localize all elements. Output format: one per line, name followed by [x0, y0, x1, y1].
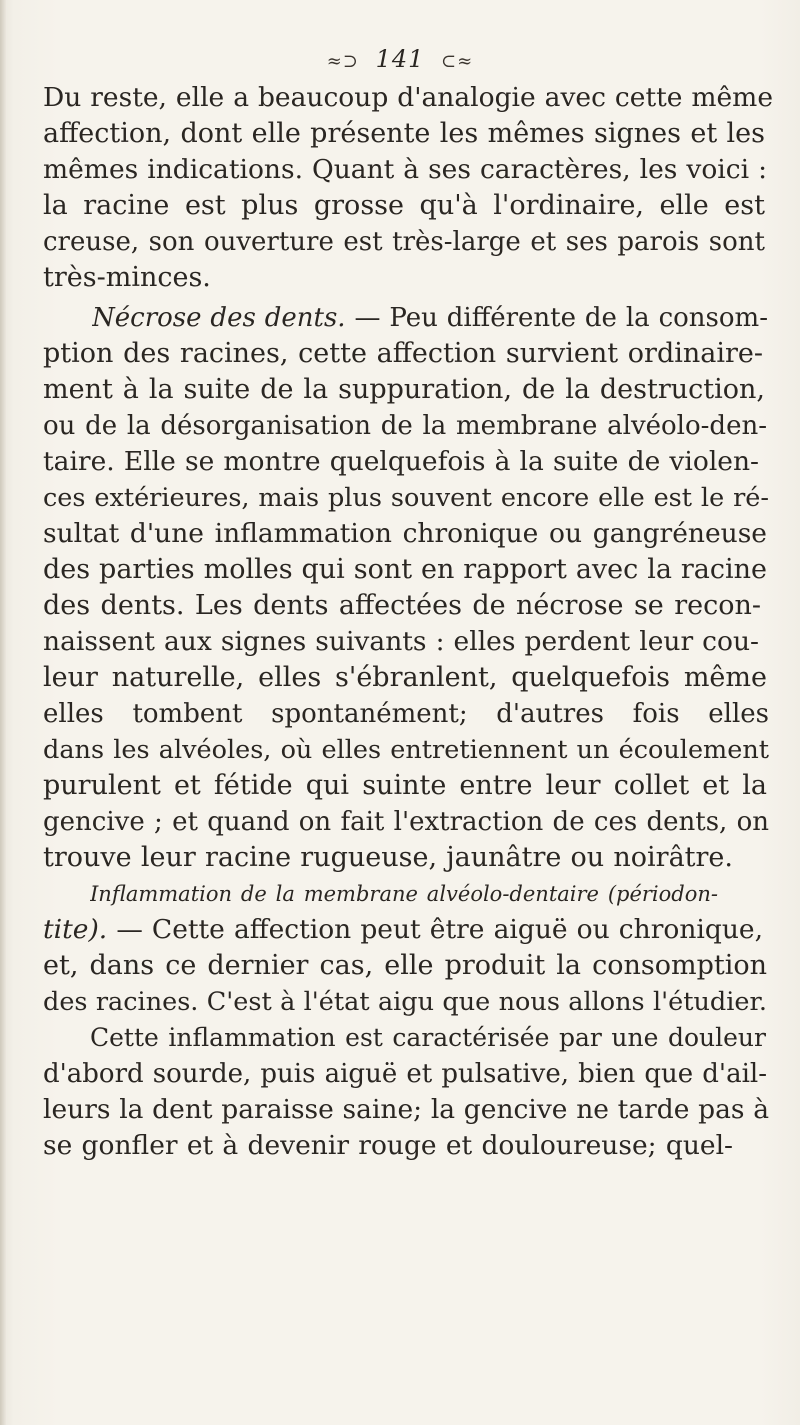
text-line	[43, 660, 767, 696]
line-text: gencive ; et quand on fait l'extraction de ces dents, on	[43, 807, 769, 837]
line-text: taire. Elle se montre quelquefois à la suite de violen-	[43, 446, 759, 477]
text-line	[43, 984, 767, 1020]
line-text: trouve leur racine rugueuse, jaunâtre ou noirâtre.	[43, 842, 733, 873]
text-line	[43, 444, 759, 480]
line-text: mêmes indications. Quant à ses caractères, les voici :	[43, 154, 767, 185]
line-text: d'abord sourde, puis aiguë et pulsative, bien que d'ail-	[43, 1059, 767, 1089]
line-text: elles tombent spontanément; d'autres fois elles	[43, 699, 769, 729]
text-line	[43, 408, 767, 444]
text-line	[43, 768, 767, 804]
line-text: des racines. C'est à l'état aigu que nous allons l'étudier.	[43, 987, 767, 1017]
line-text: Du reste, elle a beaucoup d'analogie avec cette même	[43, 82, 773, 113]
line-text: des parties molles qui sont en rapport avec la racine	[43, 554, 767, 585]
line-text: la racine est plus grosse qu'à l'ordinaire, elle est	[43, 190, 765, 221]
line-text: purulent et fétide qui suinte entre leur collet et la	[43, 770, 767, 801]
line-text: leur naturelle, elles s'ébranlent, quelquefois même	[43, 662, 767, 693]
text-line	[43, 948, 767, 984]
text-line	[43, 624, 759, 660]
text-line	[43, 696, 769, 732]
line-text: ption des racines, cette affection survient ordinaire-	[43, 338, 763, 369]
ornament-left-icon: ≈⊃	[326, 51, 359, 72]
text-line	[43, 80, 773, 116]
line-text: naissent aux signes suivants : elles perdent leur cou-	[43, 626, 759, 657]
text-line	[43, 588, 761, 624]
italic-heading: Nécrose des dents.	[92, 303, 346, 333]
italic-heading: Inflammation de la membrane alvéolo-dentaire (périodon-	[90, 882, 718, 906]
line-text: sultat d'une inflammation chronique ou gangréneuse	[43, 518, 767, 549]
text-line	[43, 1128, 733, 1164]
text-line	[43, 516, 767, 552]
line-text: ces extérieures, mais plus souvent encore elle est le ré-	[43, 483, 769, 513]
text-line	[43, 480, 769, 516]
text-line	[43, 152, 767, 188]
text-line	[43, 336, 763, 372]
text-line	[43, 912, 763, 948]
text-line	[92, 300, 768, 336]
line-text: leurs la dent paraisse saine; la gencive ne tarde pas à	[43, 1094, 769, 1125]
line-text: ment à la suite de la suppuration, de la destruction,	[43, 374, 765, 405]
text-line	[43, 224, 765, 260]
line-text: — Peu différente de la consom-	[345, 303, 768, 333]
page-header	[0, 45, 800, 73]
line-text: affection, dont elle présente les mêmes signes et les	[43, 118, 765, 149]
italic-heading: tite).	[43, 914, 108, 945]
text-line	[90, 876, 718, 912]
text-line	[43, 552, 767, 588]
text-line	[43, 840, 733, 876]
line-text: dans les alvéoles, où elles entretiennent un écoulement	[43, 735, 769, 765]
text-line	[90, 1020, 766, 1056]
page-number: 141	[375, 45, 425, 73]
line-text: ou de la désorganisation de la membrane alvéolo-den-	[43, 411, 767, 441]
text-line	[43, 372, 765, 408]
text-line	[43, 260, 243, 296]
text-line	[43, 116, 765, 152]
line-text: des dents. Les dents affectées de nécrose se recon-	[43, 590, 761, 621]
line-text: — Cette affection peut être aiguë ou chronique,	[107, 914, 763, 945]
text-line	[43, 188, 765, 224]
line-text: se gonfler et à devenir rouge et douloureuse; quel-	[43, 1130, 733, 1161]
line-text: creuse, son ouverture est très-large et ses parois sont	[43, 227, 765, 257]
line-text: très-minces.	[43, 262, 211, 293]
line-text: et, dans ce dernier cas, elle produit la consomption	[43, 950, 767, 981]
text-line	[43, 732, 769, 768]
line-text: Cette inflammation est caractérisée par une douleur	[90, 1023, 766, 1052]
page-gutter	[0, 0, 6, 1425]
text-line	[43, 804, 769, 840]
text-line	[43, 1092, 769, 1128]
ornament-right-icon: ⊂≈	[441, 51, 474, 72]
text-line	[43, 1056, 767, 1092]
